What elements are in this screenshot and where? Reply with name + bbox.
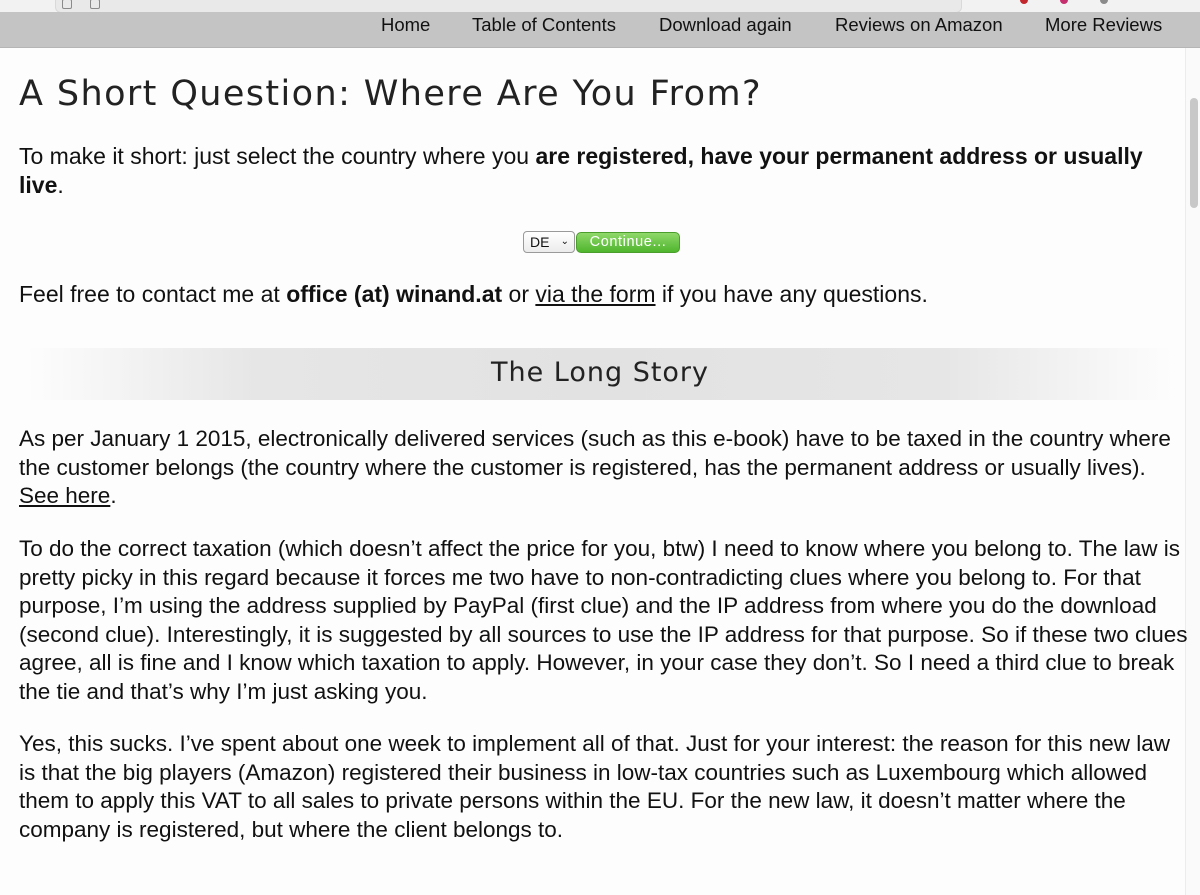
contact-middle: or: [502, 281, 536, 307]
nav-download-again-link[interactable]: Download again: [659, 14, 792, 35]
extension-gray-icon[interactable]: [1100, 0, 1108, 4]
contact-form-link[interactable]: via the form: [535, 281, 656, 307]
extension-icons: [1020, 0, 1160, 8]
extension-pink-icon[interactable]: [1060, 0, 1068, 4]
nav-more-reviews-link[interactable]: More Reviews: [1045, 14, 1163, 35]
paragraph-3: Yes, this sucks. I’ve spent about one week to implement all of that. Just for your interest: the reason for this new law is that the big players (Amazon) registered their business in low-tax countries such as Luxembourg which allowed them to apply this VAT to all sales to private persons within the EU. For the new law, it doesn’t matter where the company is registered, but where the client belongs to.: [19, 731, 1171, 842]
contact-email: office (at) winand.at: [286, 281, 503, 307]
contact-prefix: Feel free to contact me at: [19, 281, 287, 307]
extension-red-icon[interactable]: [1020, 0, 1028, 4]
country-select[interactable]: [523, 231, 575, 253]
intro-suffix: .: [57, 172, 64, 198]
chevron-down-icon: ⌄: [560, 236, 569, 247]
contact-text: [19, 280, 1189, 309]
paragraph-1-text: As per January 1 2015, electronically delivered services (such as this e-book) have to be taxed in the country where the customer belongs (the country where the customer is registered, has the permanent address or usually lives).: [19, 426, 1171, 480]
intro-prefix: To make it short: just select the country where you: [19, 143, 536, 169]
paragraph-1-end: .: [110, 483, 117, 509]
top-navbar: [0, 12, 1200, 48]
nav-home-link[interactable]: Home: [381, 14, 431, 35]
contact-suffix: if you have any questions.: [655, 281, 928, 307]
see-here-link[interactable]: See here: [19, 483, 111, 509]
country-select-value: DE: [530, 234, 550, 250]
intro-text: [19, 142, 1189, 200]
nav-reviews-amazon-link[interactable]: Reviews on Amazon: [835, 14, 1003, 35]
address-bar-icons: [62, 0, 122, 6]
continue-button[interactable]: Continue...: [576, 232, 680, 253]
section-header: [27, 348, 1173, 400]
shield-icon: [62, 0, 72, 9]
browser-toolbar: [0, 0, 1200, 12]
page-icon: [90, 0, 100, 9]
paragraph-2: To do the correct taxation (which doesn’t affect the price for you, btw) I need to know where you belong to. The law is pretty picky in this regard because it forces me two have to non-contradicting clues where you belong to. For that purpose, I’m using the address supplied by PayPal (first clue) and the IP address from where you do the download (second clue). Interestingly, it is suggested by all sources to use the IP address for that purpose. So if these two clues agree, all is fine and I know which taxation to apply. However, in your case they don’t. So I need a third clue to break the tie and that’s why I’m just asking you.: [19, 536, 1188, 704]
paragraph-1: [19, 425, 1189, 511]
intro-bold: are registered, have your permanent address or usually live: [19, 143, 1143, 198]
scrollbar-thumb[interactable]: [1190, 98, 1198, 208]
page-title: A Short Question: Where Are You From?: [19, 74, 762, 114]
nav-table-of-contents-link[interactable]: Table of Contents: [472, 14, 616, 35]
section-title: The Long Story: [490, 357, 710, 388]
